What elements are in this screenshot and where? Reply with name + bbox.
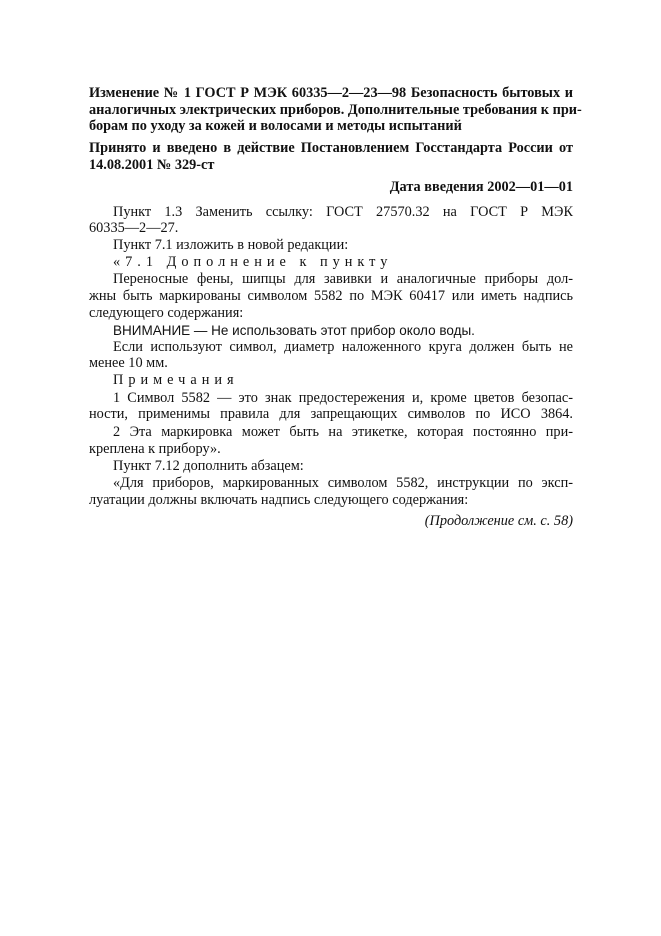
paragraph-line: менее 10 мм.: [89, 355, 168, 371]
adopted-line: 14.08.2001 № 329-ст: [89, 157, 215, 173]
paragraph-line: луатации должны включать надпись следующего содержания:: [89, 492, 469, 508]
adopted-line: Принято и введено в действие Постановлением Госстандарта России от: [89, 140, 573, 156]
title-line: Изменение № 1 ГОСТ Р МЭК 60335—2—23—98 Безопасность бытовых и: [89, 85, 573, 101]
paragraph-line: 60335—2—27.: [89, 220, 179, 236]
section-heading: «7.1 Дополнение к пункту: [113, 254, 393, 270]
paragraph-line: Переносные фены, шипцы для завивки и аналогичные приборы дол-: [113, 271, 573, 287]
title-line: борам по уходу за кожей и волосами и методы испытаний: [89, 118, 462, 134]
paragraph-line: Если используют символ, диаметр наложенного круга должен быть не: [113, 339, 573, 355]
note-line: 2 Эта маркировка может быть на этикетке, которая постоянно при-: [113, 424, 573, 440]
note-line: 1 Символ 5582 — это знак предостережения и, кроме цветов безопас-: [113, 390, 573, 406]
notes-heading: Примечания: [113, 372, 239, 388]
continuation-note: (Продолжение см. с. 58): [424, 513, 573, 529]
note-line: ности, применимы правила для запрещающих символов по ИСО 3864.: [89, 406, 573, 422]
paragraph-line: жны быть маркированы символом 5582 по МЭК 60417 или иметь надпись: [89, 288, 573, 304]
paragraph-line: следующего содержания:: [89, 305, 244, 321]
title-line: аналогичных электрических приборов. Дополнительные требования к при-: [89, 102, 582, 118]
paragraph-line: «Для приборов, маркированных символом 5582, инструкции по эксп-: [113, 475, 573, 491]
paragraph-line: Пункт 7.12 дополнить абзацем:: [113, 458, 304, 474]
effective-date: Дата введения 2002—01—01: [389, 179, 573, 195]
paragraph-line: Пункт 1.3 Заменить ссылку: ГОСТ 27570.32 на ГОСТ Р МЭК: [113, 204, 573, 220]
paragraph-line: Пункт 7.1 изложить в новой редакции:: [113, 237, 349, 253]
note-line: креплена к прибору».: [89, 441, 221, 457]
warning-text: ВНИМАНИЕ — Не использовать этот прибор около воды.: [113, 323, 475, 338]
